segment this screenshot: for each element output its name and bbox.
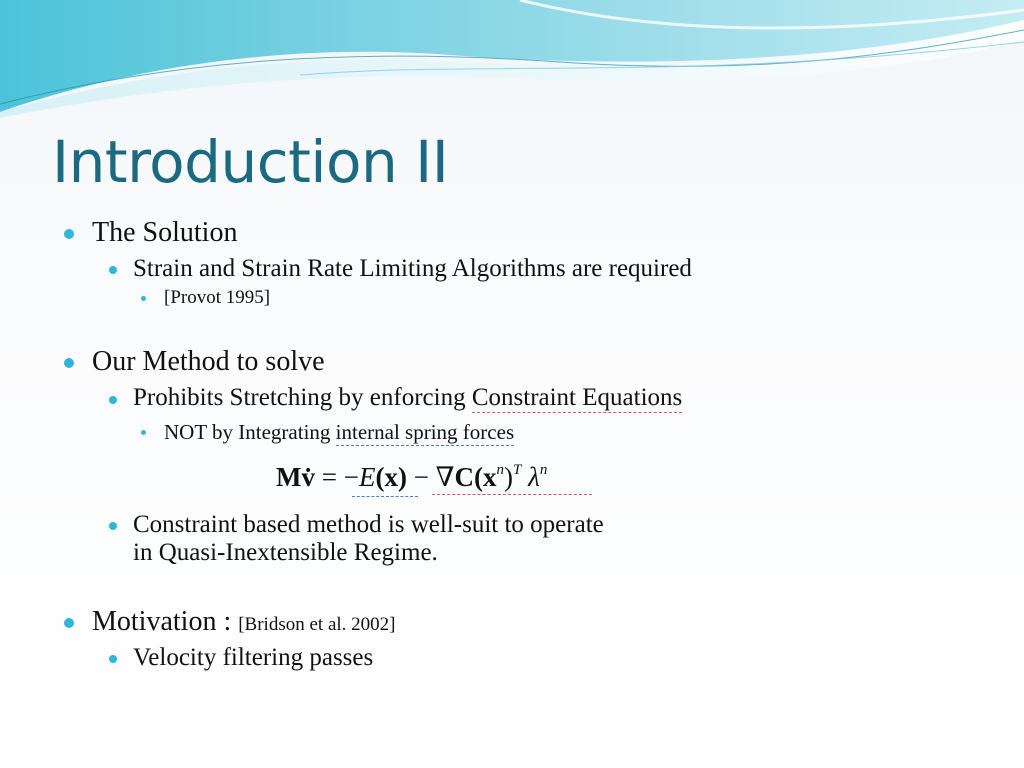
citation-bridson: [Bridson et al. 2002] [238, 614, 396, 635]
bullet-our-method: Our Method to solve [92, 346, 325, 377]
bullet-line-1: Constraint based method is well-suit to operate [133, 511, 604, 538]
bullet-icon [64, 358, 74, 368]
formula-n-sup: n [539, 462, 548, 478]
bullet-not-integrating [164, 420, 514, 445]
formula-xn: (x [474, 462, 497, 492]
bullet-velocity-filtering: Velocity filtering passes [133, 644, 374, 671]
bullet-icon [109, 655, 117, 663]
motivation-text: Motivation : [92, 606, 239, 637]
bullet-icon [64, 229, 74, 239]
formula-underline-blue [352, 496, 418, 497]
bullet-icon [109, 522, 117, 530]
bullet-constraint-based [133, 511, 604, 567]
formula-lhs: Mv̇ [276, 462, 315, 492]
formula-T-sup: T [513, 462, 522, 478]
bullet-text: Prohibits Stretching by enforcing [133, 384, 472, 411]
bullet-the-solution: The Solution [92, 217, 238, 248]
bullet-icon [64, 618, 74, 628]
internal-spring-forces-text: internal spring forces [335, 420, 515, 444]
formula-nabla: − ∇ [406, 462, 455, 492]
bullet-motivation [92, 606, 396, 638]
bullet-prohibits-stretching [133, 384, 682, 412]
bullet-icon [141, 296, 146, 301]
slide-title: Introduction II [52, 128, 449, 196]
constraint-equation-formula [276, 462, 547, 493]
formula-lambda: λ [521, 462, 540, 492]
citation-provot: [Provot 1995] [164, 287, 271, 308]
formula-eq: = − [314, 462, 359, 492]
bullet-icon [109, 266, 117, 274]
bullet-strain-limiting: Strain and Strain Rate Limiting Algorithms are required [133, 255, 692, 282]
bullet-icon [109, 396, 117, 404]
constraint-equations-text: Constraint Equations [471, 384, 683, 411]
formula-x: (x) [375, 462, 407, 492]
bullet-icon [141, 430, 146, 435]
formula-close: ) [504, 462, 514, 492]
header-wave-decoration [0, 0, 1024, 130]
formula-E: E [358, 462, 376, 492]
bullet-text: NOT by Integrating [164, 420, 336, 444]
formula-underline-red [432, 494, 592, 495]
bullet-line-2: in Quasi-Inextensible Regime. [133, 539, 438, 566]
formula-C: C [454, 462, 475, 492]
formula-n-sup: n [496, 462, 505, 478]
